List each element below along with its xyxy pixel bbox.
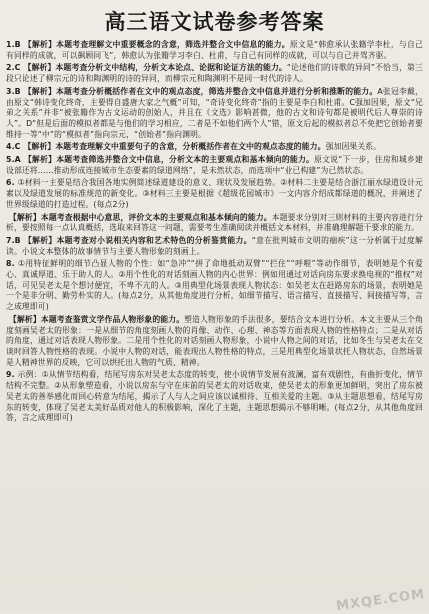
answer-number: 7.B bbox=[6, 235, 21, 245]
answer-number: 4.C bbox=[6, 142, 21, 152]
analysis-tag: 【解析】 bbox=[9, 212, 41, 222]
answer-number: 2.C bbox=[6, 63, 21, 73]
answer-text: 原文是“韩愈承认张籍学李杜，与自己有同样的成就，可以飙顾同飞”，韩愈认为张籍学习李白、杜甫，与自己有同样的成就，可以与自己并驾齐驱。 bbox=[6, 40, 423, 60]
answer-item bbox=[6, 370, 423, 424]
analysis-tag: 【解析】 bbox=[9, 314, 41, 324]
answer-item bbox=[6, 178, 423, 210]
answer-item bbox=[6, 213, 423, 234]
analysis-lead: 本题考查分析概括作者在文中的观点态度，筛选并整合文中信息并进行分析和推断的能力。 bbox=[56, 86, 378, 96]
answer-number: 9. bbox=[6, 370, 15, 380]
analysis-tag: 【解析】 bbox=[23, 142, 56, 152]
answer-item bbox=[6, 40, 423, 61]
analysis-lead: 本题考查鉴赏文学作品人物形象的能力。 bbox=[40, 314, 185, 324]
analysis-lead: 本题考查理解文中重要句子的含意，分析概括作者在文中的观点态度的能力。 bbox=[55, 142, 326, 152]
analysis-tag: 【解析】 bbox=[23, 63, 56, 73]
answer-number: 5.A bbox=[6, 155, 21, 165]
answer-text: 本题要求分别对三则材料的主要内容进行分析，要按照每一点认真概括，选取来回答这一问题，需要考生准确阅读并概括文本材料，并准确理解题干要求的能力。 bbox=[6, 212, 423, 233]
answer-text: “意在批判城市文明的痼疾”这一分析属于过度解读。小说文本整体的故事情节与主要人物形象的刻画上。 bbox=[6, 235, 423, 256]
answer-text: “论述他们的诗歌的异同”不恰当，第三段只论述了柳宗元的诗和陶渊明的诗的异同，而柳宗元和陶渊明不是同一时代的诗人。 bbox=[6, 63, 423, 84]
analysis-lead: 本题考查对小说相关内容和艺术特色的分析鉴赏能力。 bbox=[56, 235, 252, 245]
answer-text: 示例：①从情节结构看，结尾写房东对吴老太态度的转变，使小说情节发展有波澜，富有戏剧性，有曲折变化，情节结构不完整。②从形象塑造看，小说以房东与守在床前的吴老太的对话收束，使吴老太的形象更加鲜明，突出了房东被吴老太的善举感化而回心转意为结尾，揭示了人与人之间应该以诚相待、互相关爱的主题。③从主题思想看，结尾写房东的转变，体现了吴老太美好品质对他人的积极影响，深化了主题，主题思想揭示不够明晰。(每点2分，从其他角度回答，言之成理即可) bbox=[6, 370, 423, 423]
answer-text: ①材料一主要是结合我国各地实例简述绿道建设的意义、现状及发展趋势。②材料二主要是结合浙江丽水绿道设计元素以及绿道发展的标准规范的新变化。③材料三主要是根据《超级花园城市》一文内容介绍成都绿道的概况，并阐述了世界级绿道的打造过程。(每点2分) bbox=[6, 178, 423, 209]
answer-text: 塑造人物形象的手法很多，要结合文本进行分析。本文主要从三个角度刻画吴老太的形象：一是从细节的角度刻画人物的肖像、动作、心理、神态等方面表现人物的性格特点；二是从对话的角度，通过对话表现人物形象。二是用个性化的对话刻画人物形象，小说中人物之间的对话，比如冬生与吴老太在交谈时回答人物性格的表现。小说中人物的对话，能表现出人物性格的特点，三是用典型化场景状托人物状态，自然场景是人精神世界的反映，它可以烘托出人物的气质、精神。 bbox=[6, 314, 423, 367]
answer-number: 8. bbox=[6, 259, 15, 269]
analysis-tag: 【解析】 bbox=[23, 40, 57, 49]
answer-item bbox=[6, 155, 423, 176]
answer-text: ①用特征鲜明的细节凸显人物的个性：如“急冲”“拼了命地抵动双臂”“拦住”“呼啦”等动作细节，表明她是个有爱心、真诚厚道、乐于助人的人。②用个性化的对话刻画人物的内心世界：例如用通过对话向房东要求换电视的“推权”对话，可见吴老太是个想讨便宜，不卑不亢的人。③用典型化场景表现人物状态：如吴老太在赶路房东的场景，表明她是一个是非分明、勤劳朴实的人。(每点2分，从其他角度进行分析，如细节描写、语言描写、直接描写、间接描写等，言之成理即可) bbox=[6, 259, 423, 312]
analysis-tag: 【解析】 bbox=[23, 155, 57, 165]
answer-text: 强加因果关系。 bbox=[325, 142, 382, 152]
answer-number: 6. bbox=[6, 178, 15, 188]
answer-number: 3.B bbox=[6, 86, 21, 96]
answer-text: A张冠李戴，由原文“韩诗变化终奇，主要得自盛唐大家之气概”可知，“奇诗变化终奇”指的主要是李白和杜甫。C强加因果，原文“兄弟之关系”并非“被张籍作为古文运动的创始人，并且在《文选》影响甚微，他的古文和诗句都是被明代后人尊崇的诗人”。D“但是后面的模拟者都是与他们的学习相应，二者是不如他们两个人”错，原文后起的模拟者总不免把它创始者要维持一等“中”的“模拟者”指向宗元，“创始者”指向渊明。 bbox=[6, 86, 423, 139]
page-title: 高三语文试卷参考答案 bbox=[104, 9, 325, 34]
analysis-lead: 本题考查分析文中结构，分析文本论点、论据和论证方法的能力。 bbox=[55, 63, 287, 73]
answer-item bbox=[6, 63, 423, 84]
analysis-lead: 本题考查筛选并整合文中信息，分析文本的主要观点和基本倾向的能力。 bbox=[56, 155, 315, 165]
watermark-text: MXQE.COM bbox=[335, 586, 426, 614]
analysis-lead: 本题考查根据中心意思，评价文本的主要观点和基本倾向的能力。 bbox=[40, 212, 272, 222]
analysis-lead: 本题考查理解文中重要概念的含意，筛选并整合文中信息的能力。 bbox=[56, 40, 290, 49]
answer-item bbox=[6, 259, 423, 313]
answer-item bbox=[6, 315, 423, 369]
answer-list bbox=[6, 40, 423, 608]
answer-item bbox=[6, 236, 423, 257]
analysis-tag: 【解析】 bbox=[23, 235, 57, 245]
answer-text: 原文说“下一步，住房和城乡建设部还将……推动形成连接城市生态要素的绿道网络”，是未然状态，而选项中“业已构建”为已然状态。 bbox=[6, 155, 423, 175]
answer-item bbox=[6, 142, 423, 153]
analysis-tag: 【解析】 bbox=[23, 86, 57, 96]
answer-item bbox=[6, 87, 423, 141]
answer-number: 1.B bbox=[6, 40, 21, 49]
